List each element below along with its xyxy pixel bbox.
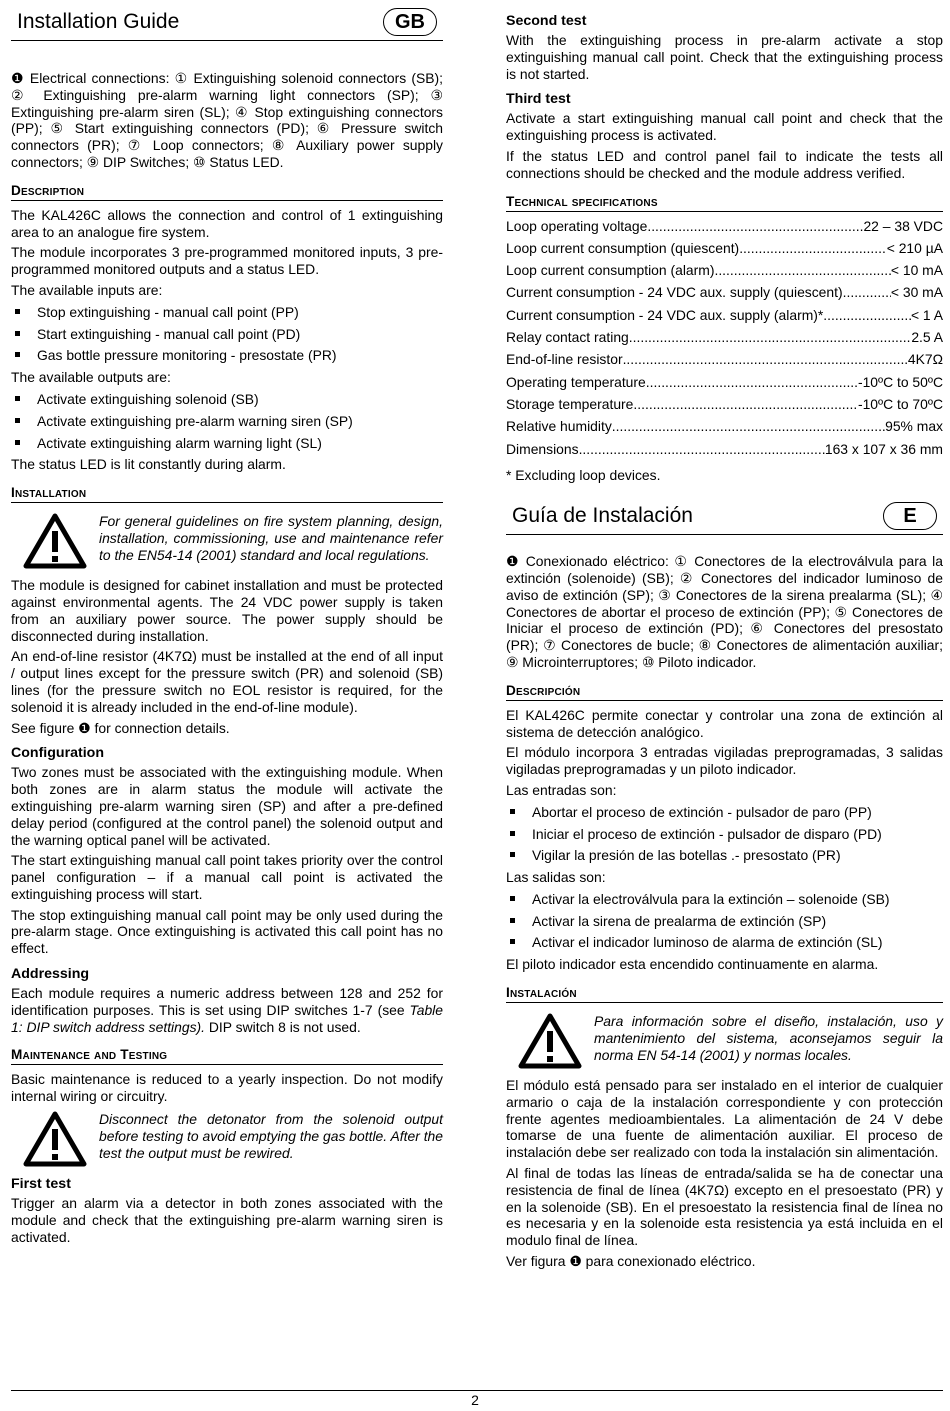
page-title-es: Guía de Instalación: [512, 504, 693, 528]
spec-label: Loop operating voltage: [506, 217, 648, 234]
first-test-heading-en: First test: [11, 1176, 71, 1193]
spec-label: Relay contact rating: [506, 329, 629, 346]
third-test-p2-en: If the status LED and control panel fail to indicate the tests all connections should be checked and the module address verified.: [506, 147, 943, 181]
maintenance-warning-en: [11, 1111, 443, 1167]
addressing-table-ref: Table 1: DIP switch address settings).: [11, 1001, 443, 1035]
spec-row: [506, 396, 943, 413]
left-column: [11, 0, 443, 1245]
inputs-intro-es: Las entradas son:: [506, 781, 617, 798]
spec-label: Current consumption - 24 VDC aux. supply (alarm)*: [506, 306, 824, 323]
spec-value: 163 x 107 x 36 mm: [824, 440, 943, 457]
installation-p2-en: An end-of-line resistor (4K7Ω) must be installed at the end of all input / output lines except for the pressure switch (PR) and solenoid (SB) lines (for the pressure switch no EOL resistor is required, for the solenoid it is already included in the end-of-line module).: [11, 648, 443, 715]
list-item: Abortar el proceso de extinción - pulsador de paro (PP): [506, 804, 943, 821]
spec-row: [506, 329, 943, 346]
description-p2-es: El módulo incorpora 3 entradas vigiladas preprogramadas, 3 salidas vigiladas preprogramadas y un piloto indicador.: [506, 744, 943, 778]
spec-row: [506, 418, 943, 435]
title-bar-es: [506, 494, 943, 535]
spec-value: < 210 µA: [886, 239, 943, 256]
installation-warning-es: [506, 1013, 943, 1069]
language-badge-e: E: [883, 502, 937, 530]
spec-label: Loop current consumption (alarm): [506, 262, 715, 279]
status-led-en: The status LED is lit constantly during alarm.: [11, 456, 286, 473]
right-column: [506, 0, 943, 1270]
list-item: Activar la electroválvula para la extinción – solenoide (SB): [506, 891, 943, 908]
third-test-heading-en: Third test: [506, 91, 571, 108]
specs-list: [506, 218, 943, 458]
spec-value: -10ºC to 50ºC: [857, 373, 943, 390]
warning-triangle-icon: [11, 1111, 99, 1167]
status-led-es: El piloto indicador esta encendido continuamente en alarma.: [506, 956, 879, 973]
spec-label: Storage temperature: [506, 395, 634, 412]
spec-value: 95% max: [885, 418, 943, 435]
installation-warning-text-es: Para información sobre el diseño, instalación, uso y mantenimiento del sistema, aconsejamos seguir la norma EN 54-14 (2001) y normas locales.: [594, 1013, 943, 1063]
configuration-p1-en: Two zones must be associated with the extinguishing module. When both zones are in alarm status the module will activate the extinguishing pre-alarm warning siren (SP) and after a pre-defined delay period (configured at the control panel) the solenoid output and the warning optical panel will be activated.: [11, 764, 443, 848]
spec-row: [506, 351, 943, 368]
spec-value: < 1 A: [910, 306, 943, 323]
description-p1-es: El KAL426C permite conectar y controlar una zona de extinción al sistema de detección analógico.: [506, 706, 943, 740]
configuration-p3-en: The stop extinguishing manual call point may be only used during the pre-alarm stage. Once extinguishing is activated this call point has no effect.: [11, 906, 443, 957]
outputs-intro-es: Las salidas son:: [506, 869, 606, 886]
description-p2-en: The module incorporates 3 pre-programmed monitored inputs, 3 pre-programmed monitored outputs and a status LED.: [11, 244, 443, 278]
list-item: Gas bottle pressure monitoring - presostate (PR): [11, 347, 443, 364]
installation-warning-text-en: For general guidelines on fire system planning, design, installation, commissioning, use and maintenance refer to the EN54-14 (2001) standard and local regulations.: [99, 513, 443, 563]
spec-value: 4K7Ω: [907, 351, 943, 368]
footer-divider: [11, 1390, 943, 1391]
installation-p1-en: The module is designed for cabinet installation and must be protected against environmental agents. The 24 VDC power supply is taken from an auxiliary power source. The power supply should be disconnected during installation.: [11, 577, 443, 644]
installation-heading-en: Installation: [11, 485, 443, 503]
second-test-heading-en: Second test: [506, 13, 587, 29]
installation-p2-es: Al final de todas las líneas de entrada/salida se ha de conectar una resistencia de final de línea (4K7Ω) excepto en el presoestato (PR) y en la solenoide (SB). En el presoestato la resistencia final de línea no es necesaria y en la solenoide esta resistencia ya está incluida en el modulo final de línea.: [506, 1165, 943, 1249]
spec-label: Loop current consumption (quiescent): [506, 239, 740, 256]
spec-label: Dimensions: [506, 440, 579, 457]
outputs-list-en: [11, 391, 443, 451]
list-item: Iniciar el proceso de extinción - pulsador de disparo (PD): [506, 826, 943, 843]
maintenance-p1-en: Basic maintenance is reduced to a yearly inspection. Do not modify internal wiring or circuitry.: [11, 1071, 443, 1105]
list-item: Activate extinguishing solenoid (SB): [11, 391, 443, 408]
addressing-p1-en: [11, 985, 443, 1035]
first-test-text-en: Trigger an alarm via a detector in both zones associated with the module and check that the extinguishing pre-alarm warning siren is activated.: [11, 1195, 443, 1245]
spec-row: [506, 441, 943, 458]
spec-value: -10ºC to 70ºC: [857, 395, 943, 412]
spec-row: [506, 262, 943, 279]
spec-row: [506, 218, 943, 235]
page-title-en: Installation Guide: [17, 10, 180, 33]
warning-triangle-icon: [506, 1013, 594, 1069]
list-item: Stop extinguishing - manual call point (PP): [11, 304, 443, 321]
spec-row: [506, 307, 943, 324]
list-item: Activar la sirena de prealarma de extinción (SP): [506, 913, 943, 930]
spec-value: < 10 mA: [890, 262, 943, 279]
installation-p3-es: Ver figura ❶ para conexionado eléctrico.: [506, 1253, 756, 1270]
addressing-text-a: Each module requires a numeric address between 128 and 252 for identification purposes. This is set using DIP switches 1-7 (see: [11, 985, 443, 1018]
addressing-heading-en: Addressing: [11, 966, 90, 983]
spec-value: 2.5 A: [911, 329, 943, 346]
description-heading-es: Descripción: [506, 683, 943, 701]
spec-value: < 30 mA: [890, 284, 943, 301]
list-item: Activar el indicador luminoso de alarma de extinción (SL): [506, 934, 943, 951]
inputs-list-en: [11, 304, 443, 364]
outputs-list-es: [506, 891, 943, 951]
spec-note: * Excluding loop devices.: [506, 467, 661, 484]
installation-p1-es: El módulo está pensado para ser instalado en el interior de cualquier armario o caja de la instalación correspondiente y con protección frente agentes medioambientales. La alimentación de 24 V debe tomarse de una fuente de alimentación auxiliar. El proceso de instalación debe ser realizado con toda la instalación sin alimentación.: [506, 1077, 943, 1161]
spec-row: [506, 374, 943, 391]
installation-warning-en: [11, 513, 443, 569]
title-bar-en: [11, 0, 443, 41]
list-item: Activate extinguishing pre-alarm warning siren (SP): [11, 413, 443, 430]
technical-specs-heading-en: Technical specifications: [506, 194, 943, 212]
list-item: Start extinguishing - manual call point (PD): [11, 326, 443, 343]
spec-label: Operating temperature: [506, 373, 646, 390]
spec-label: Relative humidity: [506, 418, 612, 435]
spec-label: End-of-line resistor: [506, 351, 623, 368]
list-item: Vigilar la presión de las botellas .- presostato (PR): [506, 847, 943, 864]
installation-p3-en: See figure ❶ for connection details.: [11, 719, 230, 736]
warning-triangle-icon: [11, 513, 99, 569]
description-heading-en: Description: [11, 183, 443, 201]
inputs-intro-en: The available inputs are:: [11, 281, 163, 298]
electrical-connections-en: ❶ Electrical connections: ① Extinguishing solenoid connectors (SB); ② Extinguishing pre-alarm warning light connectors (SP); ③ Extinguishing pre-alarm siren (SL); ④ Stop extinguishing connectors (PP); ⑤ Start extinguishing connectors (PD); ⑥ Pressure switch connectors (PR); ⑦ Loop connectors; ⑧ Auxiliary power supply connectors; ⑨ DIP Switches; ⑩ Status LED.: [11, 70, 443, 170]
installation-heading-es: Instalación: [506, 985, 943, 1003]
configuration-heading-en: Configuration: [11, 745, 104, 762]
spec-label: Current consumption - 24 VDC aux. supply (quiescent): [506, 284, 843, 301]
second-test-text-en: With the extinguishing process in pre-alarm activate a stop extinguishing manual call point. Check that the extinguishing process is not started.: [506, 32, 943, 82]
electrical-connections-es: ❶ Conexionado eléctrico: ① Conectores de la electroválvula para la extinción (solenoide) (SB); ② Conectores del indicador luminoso de aviso de extinción (SP); ③ Conectores de la sirena prealarma (SL); ④ Conectores de abortar el proceso de extinción (PP); ⑤ Conectores de Iniciar el proceso de extinción (PD); ⑥ Conectores del presostato (PR); ⑦ Conectores de bucle; ⑧ Conectores de alimentación auxiliar; ⑨ Microinterruptores; ⑩ Piloto indicador.: [506, 553, 943, 670]
maintenance-heading-en: Maintenance and Testing: [11, 1047, 443, 1065]
spec-row: [506, 240, 943, 257]
maintenance-warning-text-en: Disconnect the detonator from the solenoid output before testing to avoid emptying the gas bottle. After the test the output must be rewired.: [99, 1111, 443, 1161]
configuration-p2-en: The start extinguishing manual call point takes priority over the control panel configuration – if a manual call point is activated the extinguishing process will start.: [11, 852, 443, 902]
description-p1-en: The KAL426C allows the connection and control of 1 extinguishing area to an analogue fire system.: [11, 206, 443, 240]
outputs-intro-en: The available outputs are:: [11, 369, 171, 386]
page-number: 2: [471, 1392, 479, 1408]
list-item: Activate extinguishing alarm warning light (SL): [11, 435, 443, 452]
spec-value: 22 – 38 VDC: [863, 217, 943, 234]
spec-row: [506, 284, 943, 301]
third-test-p1-en: Activate a start extinguishing manual call point and check that the extinguishing process is activated.: [506, 110, 943, 144]
addressing-text-c: DIP switch 8 is not used.: [205, 1018, 361, 1035]
language-badge-gb: GB: [383, 8, 437, 36]
inputs-list-es: [506, 804, 943, 864]
